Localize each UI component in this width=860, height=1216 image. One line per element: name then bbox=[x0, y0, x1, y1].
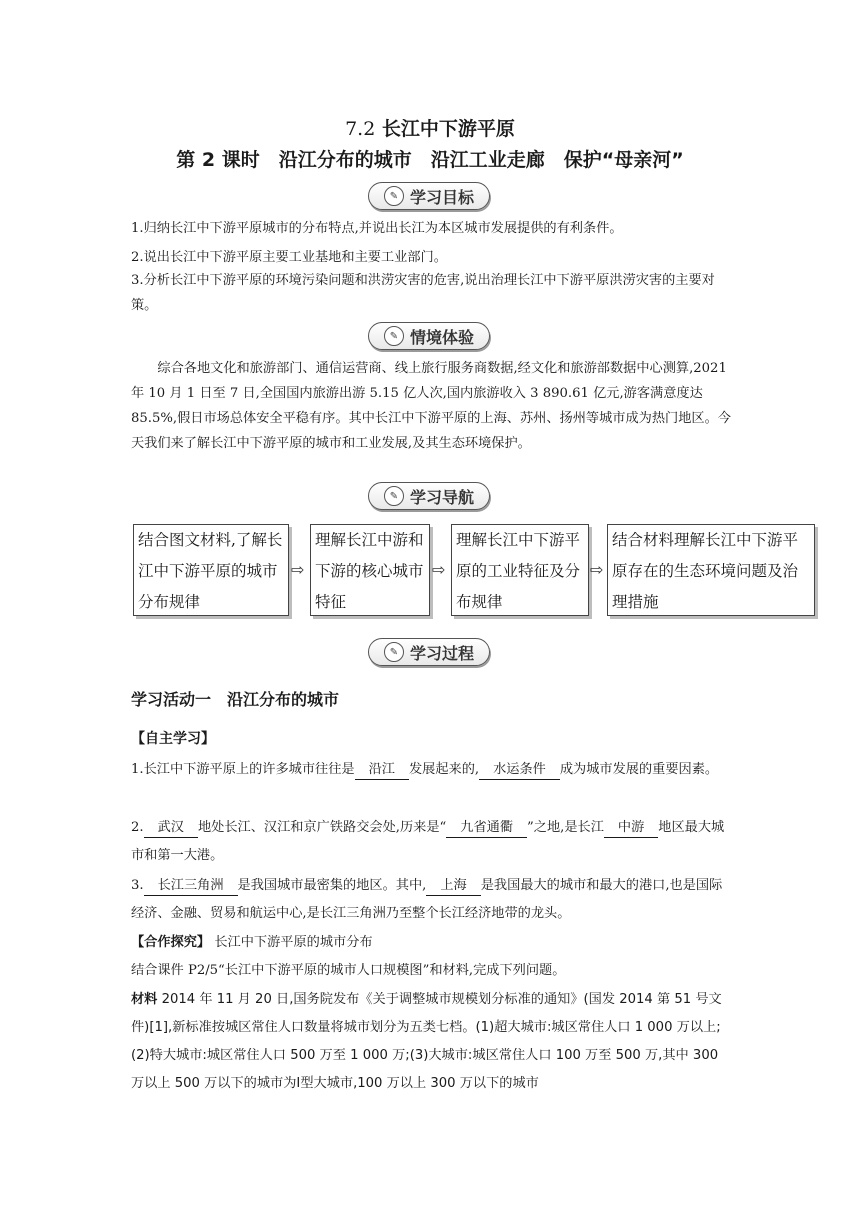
q2-answer-3: 中游 bbox=[604, 819, 658, 838]
lesson-subtitle: 第 2 课时 沿江分布的城市 沿江工业走廊 保护“母亲河” bbox=[176, 149, 684, 171]
flow-arrow-icon: ⇨ bbox=[432, 560, 446, 579]
q2-text: 地区最大城市和第一大港。 bbox=[131, 820, 725, 863]
goal-item: 1.归纳长江中下游平原城市的分布特点,并说出长江为本区城市发展提供的有利条件。 bbox=[131, 221, 623, 236]
question-1 bbox=[131, 756, 731, 784]
section-badge-scenario bbox=[368, 322, 490, 350]
question-3 bbox=[131, 872, 731, 928]
lesson-title-text: 长江中下游平原 bbox=[381, 118, 515, 140]
flow-step-3: 理解长江中下游平原的工业特征及分布规律 bbox=[451, 524, 589, 616]
book-icon: ✎ bbox=[384, 186, 404, 206]
q2-answer-1: 武汉 bbox=[144, 819, 198, 838]
q1-text: 发展起来的, bbox=[408, 762, 480, 777]
q3-answer-2: 上海 bbox=[426, 877, 480, 896]
lesson-number: 7.2 bbox=[345, 118, 376, 140]
book-icon: ✎ bbox=[384, 486, 404, 506]
q3-answer-1: 长江三角洲 bbox=[144, 877, 238, 896]
material-text: 2014 年 11 月 20 日,国务院发布《关于调整城市规模划分标准的通知》(国发 2014 第 51 号文件)[1],新标准按城区常住人口数量将城市划分为五类七档。(1)超大城市:城区常住人口 1 000 万以上;(2)特大城市:城区常住人口 500 万至 1 000 万;(3)大城市:城区常住人口 100 万至 500 万,其中 300 万以上 500 万以下的城市为Ⅰ型大城市,100 万以上 300 万以下的城市 bbox=[131, 992, 722, 1091]
section-badge-guide bbox=[368, 482, 490, 510]
badge-label: 学习导航 bbox=[409, 487, 474, 507]
flow-step-4: 结合材料理解长江中下游平原存在的生态环境问题及治理措施 bbox=[607, 524, 815, 616]
material-paragraph bbox=[131, 986, 731, 1098]
coop-topic: 长江中下游平原的城市分布 bbox=[214, 935, 373, 950]
badge-label: 情境体验 bbox=[409, 327, 474, 347]
book-icon: ✎ bbox=[384, 642, 404, 662]
question-2 bbox=[131, 814, 731, 870]
q2-text: 2. bbox=[131, 820, 144, 835]
goal-item: 2.说出长江中下游平原主要工业基地和主要工业部门。 bbox=[131, 250, 447, 265]
q3-text: 是我国最大的城市和最大的港口,也是国际经济、金融、贸易和航运中心,是长江三角洲乃至整个长江经济地带的龙头。 bbox=[131, 878, 723, 921]
flow-step-2: 理解长江中游和下游的核心城市特征 bbox=[310, 524, 430, 616]
q2-answer-2: 九省通衢 bbox=[446, 819, 527, 838]
q3-text: 是我国城市最密集的地区。其中, bbox=[237, 878, 427, 893]
scenario-paragraph: 综合各地文化和旅游部门、通信运营商、线上旅行服务商数据,经文化和旅游部数据中心测算,2021 年 10 月 1 日至 7 日,全国国内旅游出游 5.15 亿人次,国内旅游收入 3 890.61 亿元,游客满意度达 85.5%,假日市场总体安全平稳有序。其中长江中下游平原的上海、苏州、扬州等城市成为热门地区。今天我们来了解长江中下游平原的城市和工业发展,及其生态环境保护。 bbox=[131, 361, 731, 451]
section-badge-goals bbox=[368, 182, 490, 210]
section-badge-process bbox=[368, 638, 490, 666]
q2-text: 地处长江、汉江和京广铁路交会处,历来是“ bbox=[197, 820, 447, 835]
flow-step-1: 结合图文材料,了解长江中下游平原的城市分布规律 bbox=[133, 524, 289, 616]
q1-answer-1: 沿江 bbox=[355, 761, 409, 780]
coop-heading bbox=[131, 930, 731, 955]
goal-item: 3.分析长江中下游平原的环境污染问题和洪涝灾害的危害,说出治理长江中下游平原洪涝灾害的主要对策。 bbox=[131, 273, 715, 313]
instruction: 结合课件 P2/5“长江中下游平原的城市人口规模图”和材料,完成下列问题。 bbox=[131, 963, 566, 978]
badge-label: 学习目标 bbox=[409, 187, 474, 207]
activity-title: 学习活动一 沿江分布的城市 bbox=[131, 690, 340, 709]
q1-answer-2: 水运条件 bbox=[479, 761, 560, 780]
lesson-title bbox=[0, 114, 860, 141]
q1-text: 1.长江中下游平原上的许多城市往往是 bbox=[131, 762, 355, 777]
badge-label: 学习过程 bbox=[409, 643, 474, 663]
q1-text: 成为城市发展的重要因素。 bbox=[559, 762, 719, 777]
book-icon: ✎ bbox=[384, 326, 404, 346]
q2-text: ”之地,是长江 bbox=[527, 820, 604, 835]
flow-arrow-icon: ⇨ bbox=[590, 560, 604, 579]
flow-arrow-icon: ⇨ bbox=[291, 560, 305, 579]
self-study-label: 【自主学习】 bbox=[131, 731, 215, 747]
coop-label: 【合作探究】 bbox=[131, 935, 211, 950]
q3-text: 3. bbox=[131, 878, 144, 893]
material-label: 材料 bbox=[131, 992, 158, 1007]
